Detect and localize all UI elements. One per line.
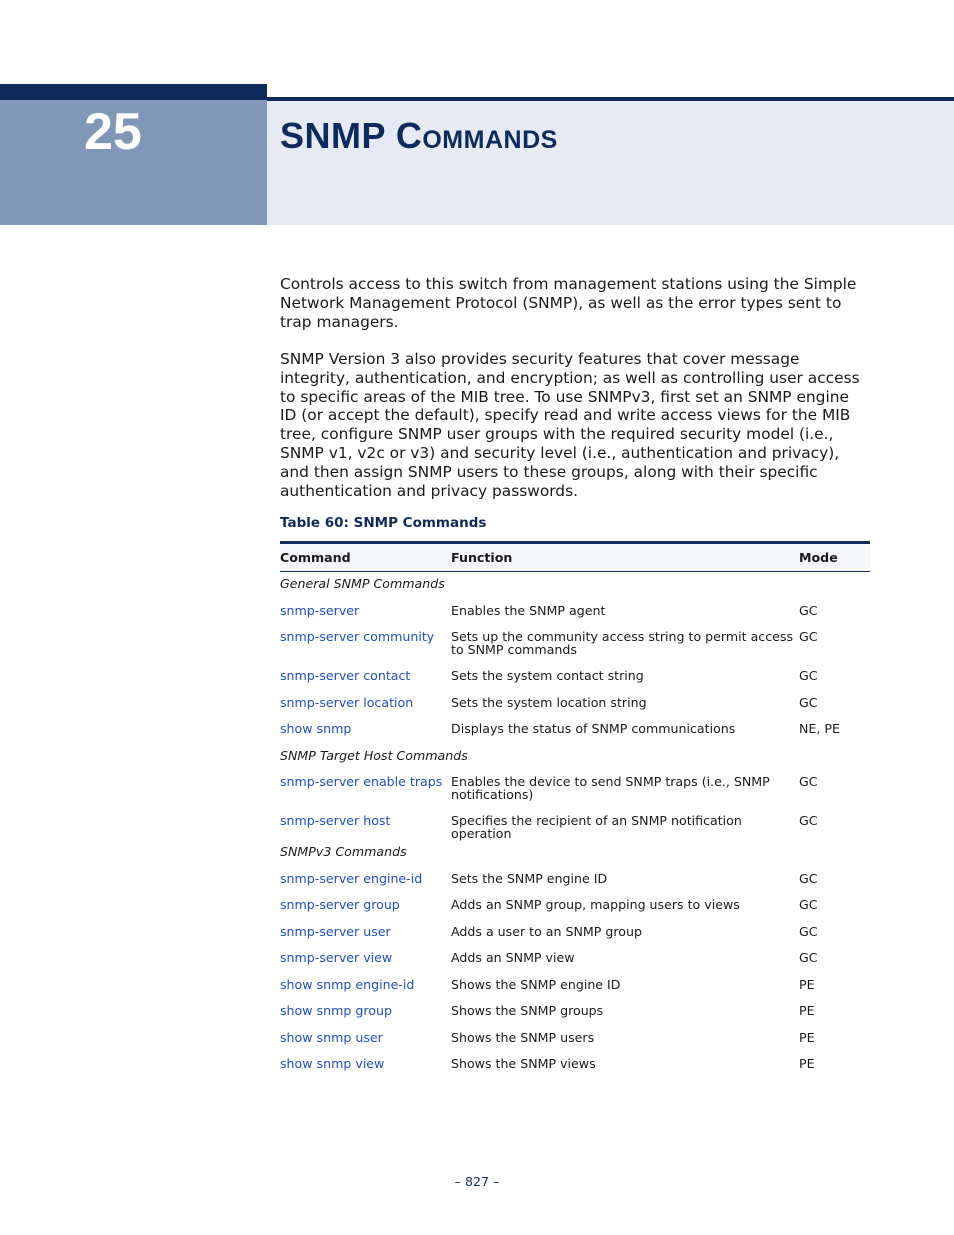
function-cell: Adds an SNMP group, mapping users to views [451, 897, 740, 912]
table-row [280, 893, 870, 920]
function-cell: Shows the SNMP users [451, 1029, 595, 1045]
mode-cell: NE, PE [799, 721, 840, 736]
command-link[interactable]: snmp-server enable traps [280, 774, 443, 789]
function-cell: Sets the system location string [451, 694, 647, 710]
function-cell: Enables the SNMP agent [451, 602, 606, 618]
table-group-row [280, 572, 870, 599]
table-row [280, 999, 870, 1026]
table-row [280, 946, 870, 973]
command-link[interactable]: snmp-server host [280, 813, 391, 828]
header-function: Function [451, 543, 799, 572]
table-caption: Table 60: SNMP Commands [280, 515, 487, 531]
mode-cell: GC [799, 923, 818, 939]
command-link[interactable]: show snmp engine-id [280, 976, 415, 992]
command-cell [280, 946, 451, 973]
mode-cell: PE [799, 1003, 815, 1018]
function-cell: Sets the system contact string [451, 668, 644, 683]
command-link[interactable]: snmp-server contact [280, 668, 411, 683]
function-cell: Adds an SNMP view [451, 950, 575, 965]
mode-cell: GC [799, 897, 818, 912]
intro-paragraph-2: SNMP Version 3 also provides security features that cover message integrity, authentication, and encryption; as well as controlling user access to specific areas of the MIB tree. To use SNMPv3, first set an SNMP engine ID (or accept the default), specify read and write access views for the MIB tree, configure SNMP user groups with the required security model (i.e., SNMP v1, v2c or v3) and security level (i.e., authentication and privacy), and then assign SNMP users to these groups, along with their specific authentication and privacy passwords. [280, 350, 860, 500]
function-cell: Shows the SNMP groups [451, 1003, 604, 1018]
chapter-top-rule [0, 84, 267, 100]
table-row [280, 867, 870, 894]
table-row [280, 770, 870, 809]
command-link[interactable]: show snmp view [280, 1056, 385, 1071]
chapter-number: 25 [84, 103, 142, 161]
chapter-title: SNMP Commands [280, 115, 558, 156]
table-row [280, 809, 870, 840]
mode-cell: GC [799, 668, 818, 683]
mode-cell: GC [799, 694, 818, 710]
command-cell [280, 999, 451, 1026]
command-cell [280, 973, 451, 1000]
header-command: Command [280, 543, 451, 572]
table-header-row [280, 543, 870, 572]
command-cell [280, 599, 451, 626]
command-link[interactable]: show snmp user [280, 1029, 383, 1045]
table-row [280, 1026, 870, 1053]
table-row [280, 717, 870, 744]
table-row [280, 920, 870, 947]
mode-cell: GC [799, 774, 818, 789]
function-cell: Sets up the community access string to permit access to SNMP commands [451, 629, 793, 657]
group-label: SNMP Target Host Commands [280, 747, 468, 763]
command-cell [280, 717, 451, 744]
command-cell [280, 664, 451, 691]
mode-cell: PE [799, 1056, 815, 1071]
mode-cell: GC [799, 602, 818, 618]
group-label: General SNMP Commands [280, 576, 445, 591]
command-link[interactable]: snmp-server group [280, 897, 400, 912]
function-cell: Enables the device to send SNMP traps (i.e., SNMP notifications) [451, 774, 770, 802]
command-cell [280, 625, 451, 664]
command-cell [280, 1052, 451, 1079]
function-cell: Displays the status of SNMP communications [451, 721, 736, 736]
command-link[interactable]: snmp-server engine-id [280, 870, 423, 886]
mode-cell: GC [799, 870, 818, 886]
command-cell [280, 1026, 451, 1053]
function-cell: Adds a user to an SNMP group [451, 923, 642, 939]
command-link[interactable]: show snmp [280, 721, 352, 736]
function-cell: Shows the SNMP views [451, 1056, 596, 1071]
table-row [280, 1052, 870, 1079]
intro-paragraph-1: Controls access to this switch from management stations using the Simple Network Management Protocol (SNMP), as well as the error types sent to trap managers. [280, 275, 857, 331]
command-cell [280, 867, 451, 894]
command-cell [280, 691, 451, 718]
command-link[interactable]: show snmp group [280, 1003, 392, 1018]
table-row [280, 973, 870, 1000]
table-group-row [280, 744, 870, 771]
command-cell [280, 920, 451, 947]
command-link[interactable]: snmp-server user [280, 923, 391, 939]
function-cell: Shows the SNMP engine ID [451, 976, 621, 992]
command-link[interactable]: snmp-server [280, 602, 360, 618]
table-row [280, 691, 870, 718]
group-label: SNMPv3 Commands [280, 844, 407, 859]
mode-cell: GC [799, 629, 818, 644]
command-cell [280, 770, 451, 809]
table-row [280, 599, 870, 626]
mode-cell: PE [799, 976, 815, 992]
snmp-commands-table [280, 541, 870, 1079]
command-link[interactable]: snmp-server community [280, 629, 435, 644]
command-link[interactable]: snmp-server location [280, 694, 414, 710]
command-cell [280, 809, 451, 840]
command-cell [280, 893, 451, 920]
table-body [280, 572, 870, 1079]
table-row [280, 664, 870, 691]
command-link[interactable]: snmp-server view [280, 950, 393, 965]
page-number: – 827 – [454, 1174, 500, 1189]
mode-cell: GC [799, 813, 818, 828]
mode-cell: GC [799, 950, 818, 965]
header-mode: Mode [799, 543, 870, 572]
function-cell: Sets the SNMP engine ID [451, 870, 608, 886]
table-group-row [280, 840, 870, 867]
function-cell: Specifies the recipient of an SNMP notification operation [451, 813, 742, 841]
mode-cell: PE [799, 1029, 815, 1045]
table-row [280, 625, 870, 664]
